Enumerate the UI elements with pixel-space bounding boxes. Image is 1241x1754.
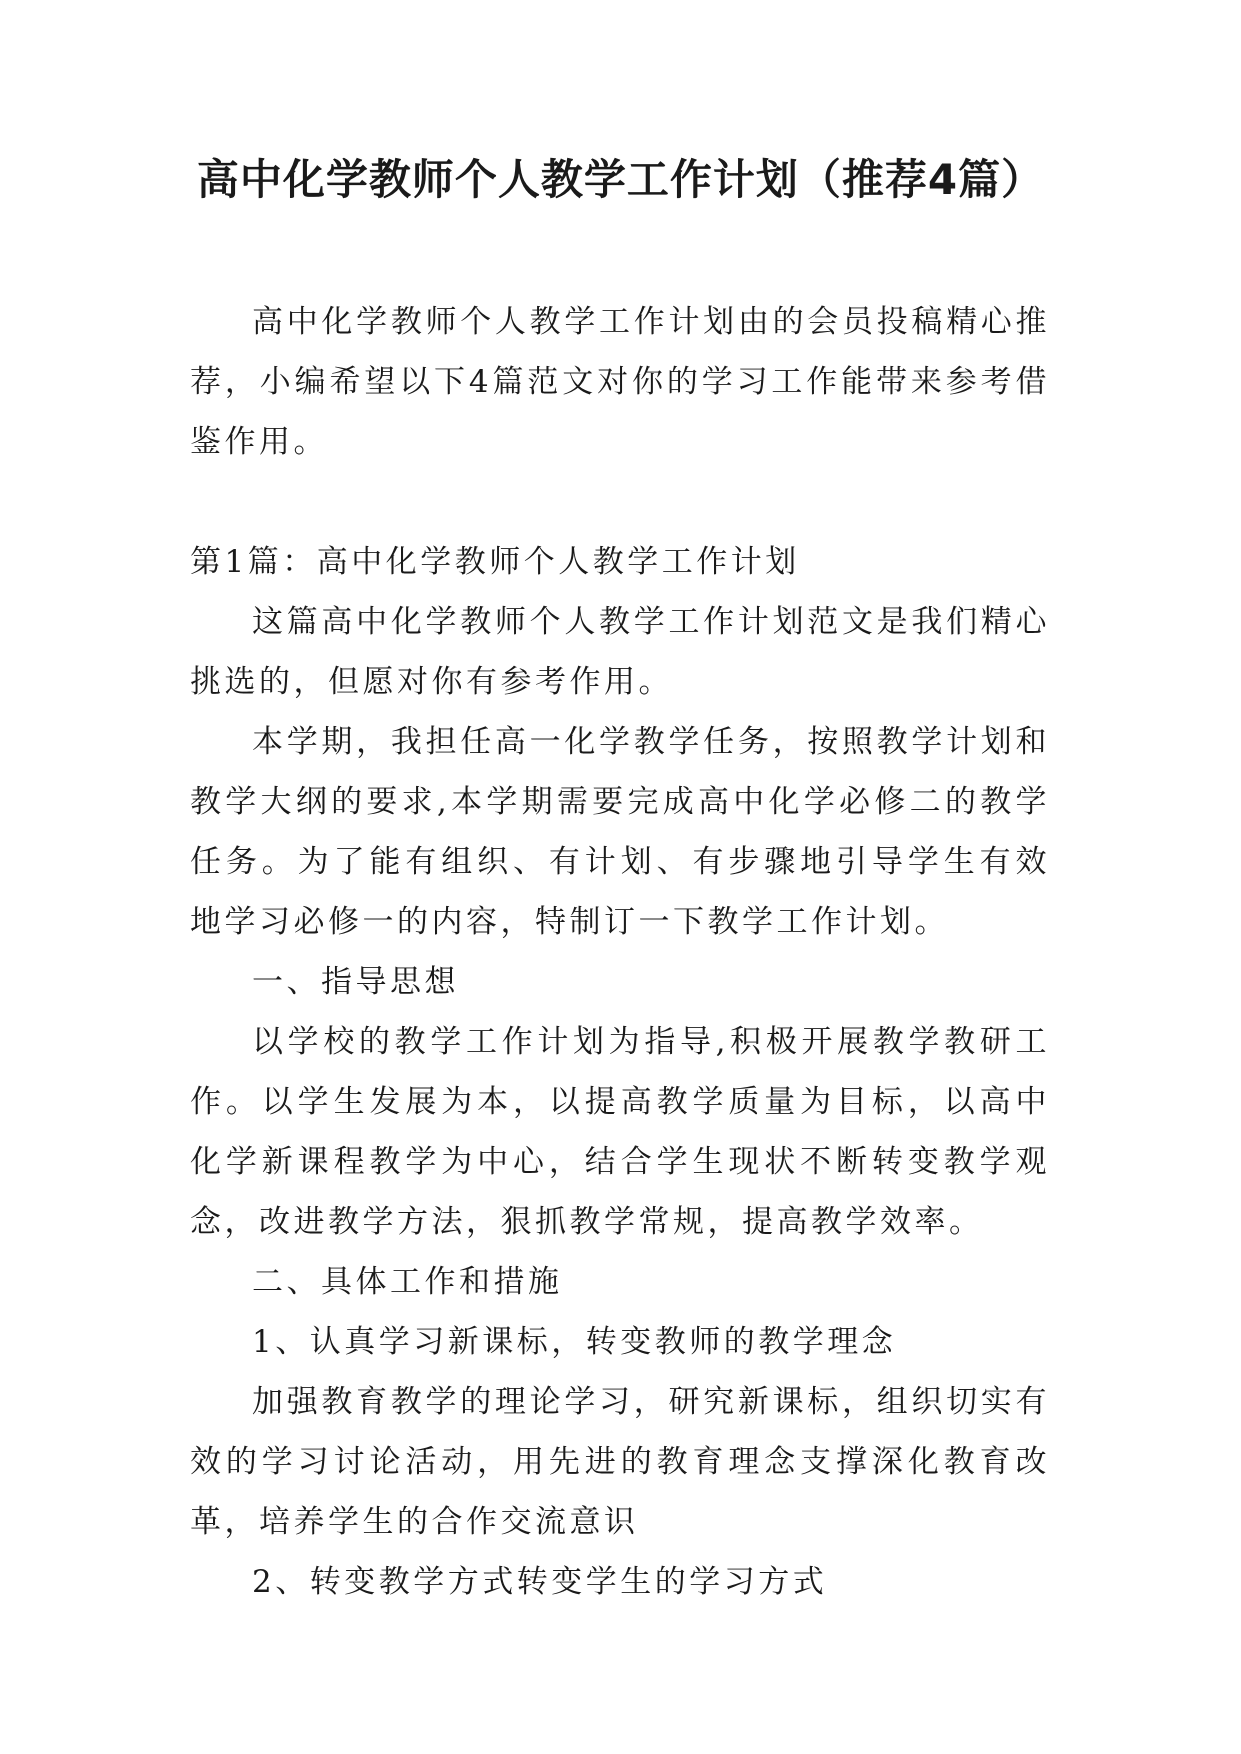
section-heading: 第1篇：高中化学教师个人教学工作计划 bbox=[190, 544, 800, 580]
subheading: 2、转变教学方式转变学生的学习方式 bbox=[252, 1564, 828, 1600]
body-paragraph: 以学校的教学工作计划为指导,积极开展教学教研工作。以学生发展为本，以提高教学质量为目标，以高中化学新课程教学为中心，结合学生现状不断转变教学观念，改进教学方法，狠抓教学常规，提高教学效率。 bbox=[190, 1024, 1050, 1240]
subheading: 1、认真学习新课标，转变教师的教学理念 bbox=[252, 1324, 897, 1360]
document-body bbox=[190, 292, 1050, 1612]
subheading: 二、具体工作和措施 bbox=[252, 1264, 563, 1300]
intro-paragraph: 高中化学教师个人教学工作计划由的会员投稿精心推荐，小编希望以下4篇范文对你的学习工作能带来参考借鉴作用。 bbox=[190, 304, 1050, 460]
body-paragraph: 加强教育教学的理论学习，研究新课标，组织切实有效的学习讨论活动，用先进的教育理念支撑深化教育改革，培养学生的合作交流意识 bbox=[190, 1384, 1050, 1540]
body-paragraph: 这篇高中化学教师个人教学工作计划范文是我们精心挑选的，但愿对你有参考作用。 bbox=[190, 604, 1050, 700]
subheading: 一、指导思想 bbox=[252, 964, 459, 1000]
spacer bbox=[190, 472, 1050, 532]
document-title: 高中化学教师个人教学工作计划（推荐4篇） bbox=[196, 155, 1045, 204]
body-paragraph: 本学期，我担任高一化学教学任务，按照教学计划和教学大纲的要求,本学期需要完成高中化学必修二的教学任务。为了能有组织、有计划、有步骤地引导学生有效地学习必修一的内容，特制订一下教学工作计划。 bbox=[190, 724, 1050, 940]
